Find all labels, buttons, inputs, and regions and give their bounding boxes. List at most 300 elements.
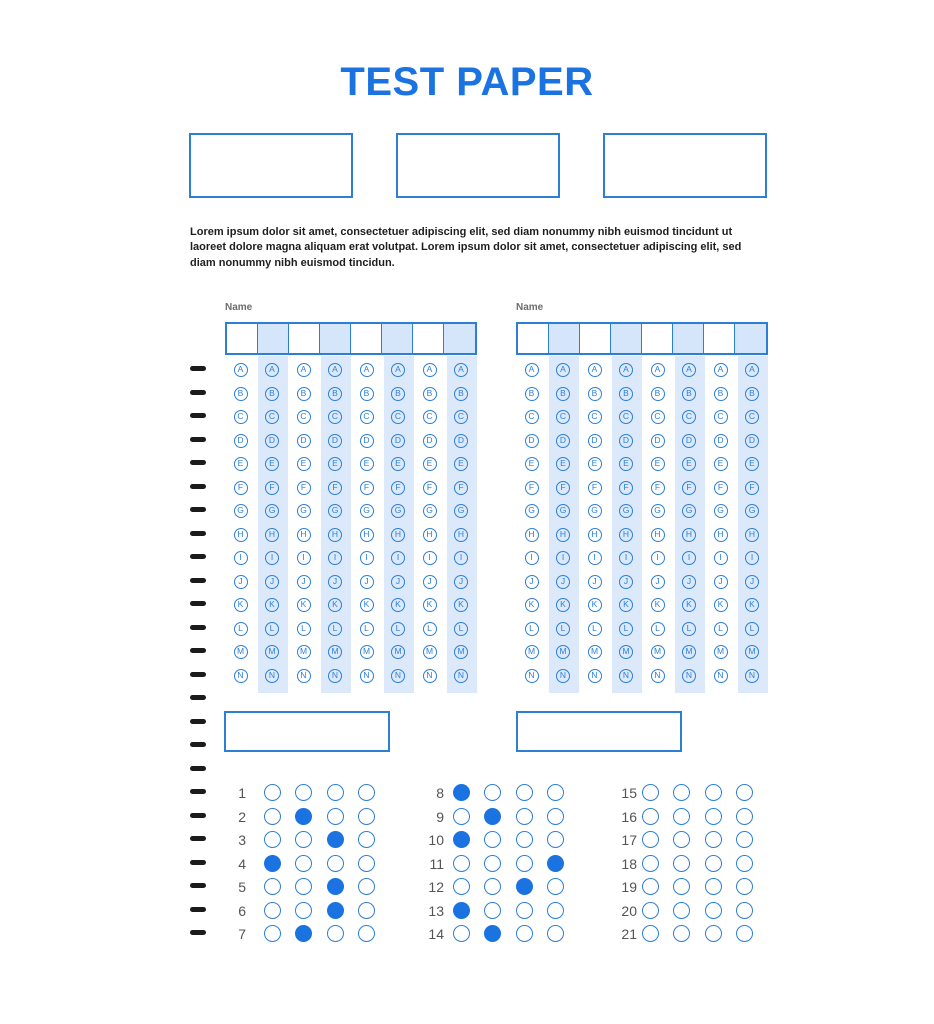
letter-bubble[interactable]: H — [265, 528, 279, 542]
letter-bubble[interactable]: K — [454, 598, 468, 612]
answer-bubble[interactable] — [736, 784, 753, 801]
answer-bubble[interactable] — [547, 902, 564, 919]
letter-bubble[interactable]: I — [682, 551, 696, 565]
answer-bubble[interactable] — [358, 831, 375, 848]
letter-bubble[interactable]: J — [423, 575, 437, 589]
answer-bubble-filled[interactable] — [484, 808, 501, 825]
header-field-2[interactable] — [396, 133, 560, 198]
letter-bubble[interactable]: H — [651, 528, 665, 542]
letter-bubble[interactable]: J — [454, 575, 468, 589]
letter-bubble[interactable]: J — [234, 575, 248, 589]
answer-bubble[interactable] — [516, 808, 533, 825]
letter-bubble[interactable]: F — [328, 481, 342, 495]
letter-bubble[interactable]: E — [391, 457, 405, 471]
answer-bubble[interactable] — [736, 925, 753, 942]
letter-bubble[interactable]: B — [360, 387, 374, 401]
letter-bubble[interactable]: H — [391, 528, 405, 542]
name-entry-cell[interactable] — [258, 324, 289, 353]
letter-bubble[interactable]: E — [297, 457, 311, 471]
letter-bubble[interactable]: N — [454, 669, 468, 683]
letter-bubble[interactable]: B — [423, 387, 437, 401]
letter-bubble[interactable]: F — [588, 481, 602, 495]
letter-bubble[interactable]: M — [588, 645, 602, 659]
letter-bubble[interactable]: C — [423, 410, 437, 424]
letter-bubble[interactable]: F — [297, 481, 311, 495]
answer-bubble[interactable] — [516, 925, 533, 942]
letter-bubble[interactable]: H — [297, 528, 311, 542]
letter-bubble[interactable]: B — [682, 387, 696, 401]
letter-bubble[interactable]: D — [651, 434, 665, 448]
letter-bubble[interactable]: H — [588, 528, 602, 542]
answer-bubble-filled[interactable] — [453, 902, 470, 919]
letter-bubble[interactable]: B — [234, 387, 248, 401]
letter-bubble[interactable]: J — [525, 575, 539, 589]
letter-bubble[interactable]: B — [454, 387, 468, 401]
letter-bubble[interactable]: L — [423, 622, 437, 636]
letter-bubble[interactable]: L — [556, 622, 570, 636]
letter-bubble[interactable]: M — [423, 645, 437, 659]
letter-bubble[interactable]: J — [297, 575, 311, 589]
answer-bubble[interactable] — [358, 808, 375, 825]
answer-bubble[interactable] — [673, 878, 690, 895]
letter-bubble[interactable]: H — [423, 528, 437, 542]
letter-bubble[interactable]: B — [651, 387, 665, 401]
answer-bubble[interactable] — [327, 784, 344, 801]
answer-bubble[interactable] — [484, 831, 501, 848]
letter-bubble[interactable]: K — [265, 598, 279, 612]
header-field-1[interactable] — [189, 133, 353, 198]
letter-bubble[interactable]: H — [745, 528, 759, 542]
letter-bubble[interactable]: E — [525, 457, 539, 471]
answer-bubble[interactable] — [642, 925, 659, 942]
letter-bubble[interactable]: N — [556, 669, 570, 683]
letter-bubble[interactable]: D — [556, 434, 570, 448]
letter-bubble[interactable]: L — [525, 622, 539, 636]
name-entry-cell[interactable] — [413, 324, 444, 353]
letter-bubble[interactable]: C — [556, 410, 570, 424]
answer-bubble[interactable] — [736, 831, 753, 848]
name-entry-cell[interactable] — [289, 324, 320, 353]
letter-bubble[interactable]: J — [619, 575, 633, 589]
letter-bubble[interactable]: I — [588, 551, 602, 565]
letter-bubble[interactable]: M — [745, 645, 759, 659]
answer-bubble[interactable] — [453, 878, 470, 895]
answer-bubble[interactable] — [358, 855, 375, 872]
letter-bubble[interactable]: K — [714, 598, 728, 612]
answer-bubble[interactable] — [358, 902, 375, 919]
letter-bubble[interactable]: K — [525, 598, 539, 612]
letter-bubble[interactable]: N — [234, 669, 248, 683]
letter-bubble[interactable]: L — [360, 622, 374, 636]
letter-bubble[interactable]: I — [391, 551, 405, 565]
letter-bubble[interactable]: G — [391, 504, 405, 518]
answer-bubble[interactable] — [642, 784, 659, 801]
letter-bubble[interactable]: J — [265, 575, 279, 589]
letter-bubble[interactable]: L — [682, 622, 696, 636]
letter-bubble[interactable]: K — [556, 598, 570, 612]
answer-bubble-filled[interactable] — [295, 808, 312, 825]
letter-bubble[interactable]: E — [745, 457, 759, 471]
letter-bubble[interactable]: F — [525, 481, 539, 495]
name-entry-boxes[interactable] — [516, 322, 768, 355]
name-entry-cell[interactable] — [518, 324, 549, 353]
letter-bubble[interactable]: E — [556, 457, 570, 471]
letter-bubble[interactable]: N — [651, 669, 665, 683]
letter-bubble[interactable]: E — [651, 457, 665, 471]
letter-bubble[interactable]: A — [234, 363, 248, 377]
answer-bubble[interactable] — [484, 878, 501, 895]
letter-bubble[interactable]: G — [714, 504, 728, 518]
answer-bubble-filled[interactable] — [295, 925, 312, 942]
letter-bubble[interactable]: A — [265, 363, 279, 377]
answer-bubble[interactable] — [295, 784, 312, 801]
letter-bubble[interactable]: I — [651, 551, 665, 565]
letter-bubble[interactable]: I — [454, 551, 468, 565]
answer-bubble[interactable] — [642, 878, 659, 895]
letter-bubble[interactable]: M — [391, 645, 405, 659]
answer-bubble[interactable] — [673, 808, 690, 825]
letter-bubble[interactable]: M — [297, 645, 311, 659]
letter-bubble[interactable]: N — [525, 669, 539, 683]
letter-bubble[interactable]: K — [745, 598, 759, 612]
letter-bubble[interactable]: G — [588, 504, 602, 518]
letter-bubble[interactable]: J — [360, 575, 374, 589]
answer-bubble[interactable] — [705, 784, 722, 801]
name-entry-cell[interactable] — [673, 324, 704, 353]
letter-bubble[interactable]: C — [391, 410, 405, 424]
letter-bubble[interactable]: H — [328, 528, 342, 542]
answer-bubble-filled[interactable] — [327, 878, 344, 895]
answer-bubble[interactable] — [264, 878, 281, 895]
answer-bubble[interactable] — [547, 925, 564, 942]
letter-bubble[interactable]: C — [745, 410, 759, 424]
letter-bubble[interactable]: K — [391, 598, 405, 612]
letter-bubble[interactable]: A — [423, 363, 437, 377]
answer-bubble[interactable] — [358, 878, 375, 895]
letter-bubble[interactable]: E — [714, 457, 728, 471]
letter-bubble[interactable]: G — [423, 504, 437, 518]
letter-bubble[interactable]: E — [682, 457, 696, 471]
answer-bubble[interactable] — [642, 855, 659, 872]
letter-bubble[interactable]: I — [328, 551, 342, 565]
answer-bubble[interactable] — [705, 855, 722, 872]
letter-bubble[interactable]: E — [454, 457, 468, 471]
name-entry-cell[interactable] — [320, 324, 351, 353]
letter-bubble[interactable]: J — [391, 575, 405, 589]
letter-bubble[interactable]: B — [391, 387, 405, 401]
letter-bubble[interactable]: N — [714, 669, 728, 683]
answer-bubble-filled[interactable] — [327, 831, 344, 848]
name-entry-boxes[interactable] — [225, 322, 477, 355]
letter-bubble[interactable]: A — [651, 363, 665, 377]
letter-bubble[interactable]: J — [714, 575, 728, 589]
letter-bubble[interactable]: J — [328, 575, 342, 589]
letter-bubble[interactable]: K — [234, 598, 248, 612]
score-box-right[interactable] — [516, 711, 682, 752]
letter-bubble[interactable]: L — [714, 622, 728, 636]
letter-bubble[interactable]: L — [651, 622, 665, 636]
answer-bubble[interactable] — [705, 925, 722, 942]
letter-bubble[interactable]: D — [234, 434, 248, 448]
answer-bubble[interactable] — [453, 855, 470, 872]
letter-bubble[interactable]: B — [297, 387, 311, 401]
letter-bubble[interactable]: H — [454, 528, 468, 542]
letter-bubble[interactable]: L — [328, 622, 342, 636]
letter-bubble[interactable]: N — [297, 669, 311, 683]
answer-bubble[interactable] — [673, 831, 690, 848]
letter-bubble[interactable]: I — [297, 551, 311, 565]
letter-bubble[interactable]: E — [588, 457, 602, 471]
letter-bubble[interactable]: H — [525, 528, 539, 542]
letter-bubble[interactable]: B — [525, 387, 539, 401]
letter-bubble[interactable]: N — [265, 669, 279, 683]
letter-bubble[interactable]: E — [234, 457, 248, 471]
letter-bubble[interactable]: J — [651, 575, 665, 589]
letter-bubble[interactable]: E — [423, 457, 437, 471]
letter-bubble[interactable]: C — [682, 410, 696, 424]
letter-bubble[interactable]: C — [328, 410, 342, 424]
answer-bubble[interactable] — [264, 831, 281, 848]
answer-bubble[interactable] — [453, 925, 470, 942]
letter-bubble[interactable]: B — [265, 387, 279, 401]
score-box-left[interactable] — [224, 711, 390, 752]
letter-bubble[interactable]: B — [745, 387, 759, 401]
letter-bubble[interactable]: G — [619, 504, 633, 518]
letter-bubble[interactable]: F — [619, 481, 633, 495]
letter-bubble[interactable]: N — [619, 669, 633, 683]
letter-bubble[interactable]: C — [619, 410, 633, 424]
answer-bubble-filled[interactable] — [327, 902, 344, 919]
letter-bubble[interactable]: M — [360, 645, 374, 659]
letter-bubble[interactable]: D — [391, 434, 405, 448]
answer-bubble[interactable] — [264, 784, 281, 801]
letter-bubble[interactable]: F — [682, 481, 696, 495]
answer-bubble-filled[interactable] — [453, 831, 470, 848]
answer-bubble[interactable] — [327, 925, 344, 942]
letter-bubble[interactable]: B — [714, 387, 728, 401]
answer-bubble[interactable] — [705, 808, 722, 825]
letter-bubble[interactable]: G — [265, 504, 279, 518]
answer-bubble[interactable] — [736, 855, 753, 872]
letter-bubble[interactable]: L — [588, 622, 602, 636]
letter-bubble[interactable]: D — [714, 434, 728, 448]
letter-bubble[interactable]: F — [745, 481, 759, 495]
letter-bubble[interactable]: I — [423, 551, 437, 565]
answer-bubble-filled[interactable] — [453, 784, 470, 801]
name-entry-cell[interactable] — [351, 324, 382, 353]
letter-bubble[interactable]: N — [745, 669, 759, 683]
answer-bubble-filled[interactable] — [516, 878, 533, 895]
letter-bubble[interactable]: F — [265, 481, 279, 495]
answer-bubble[interactable] — [547, 831, 564, 848]
letter-bubble[interactable]: F — [391, 481, 405, 495]
answer-bubble-filled[interactable] — [547, 855, 564, 872]
letter-bubble[interactable]: F — [714, 481, 728, 495]
letter-bubble[interactable]: A — [556, 363, 570, 377]
letter-bubble[interactable]: D — [423, 434, 437, 448]
letter-bubble[interactable]: D — [328, 434, 342, 448]
letter-bubble[interactable]: A — [360, 363, 374, 377]
answer-bubble[interactable] — [736, 808, 753, 825]
name-entry-cell[interactable] — [580, 324, 611, 353]
letter-bubble[interactable]: C — [651, 410, 665, 424]
letter-bubble[interactable]: L — [391, 622, 405, 636]
letter-bubble[interactable]: H — [234, 528, 248, 542]
letter-bubble[interactable]: D — [297, 434, 311, 448]
letter-bubble[interactable]: K — [360, 598, 374, 612]
letter-bubble[interactable]: H — [619, 528, 633, 542]
answer-bubble[interactable] — [547, 878, 564, 895]
answer-bubble[interactable] — [295, 878, 312, 895]
letter-bubble[interactable]: K — [588, 598, 602, 612]
letter-bubble[interactable]: M — [328, 645, 342, 659]
answer-bubble[interactable] — [453, 808, 470, 825]
letter-bubble[interactable]: A — [619, 363, 633, 377]
letter-bubble[interactable]: M — [619, 645, 633, 659]
letter-bubble[interactable]: G — [745, 504, 759, 518]
letter-bubble[interactable]: A — [391, 363, 405, 377]
letter-bubble[interactable]: J — [745, 575, 759, 589]
answer-bubble[interactable] — [516, 831, 533, 848]
letter-bubble[interactable]: A — [525, 363, 539, 377]
answer-bubble-filled[interactable] — [484, 925, 501, 942]
answer-bubble[interactable] — [264, 808, 281, 825]
letter-bubble[interactable]: I — [525, 551, 539, 565]
letter-bubble[interactable]: K — [297, 598, 311, 612]
letter-bubble[interactable]: K — [423, 598, 437, 612]
letter-bubble[interactable]: E — [328, 457, 342, 471]
answer-bubble[interactable] — [484, 784, 501, 801]
letter-bubble[interactable]: G — [360, 504, 374, 518]
letter-bubble[interactable]: M — [682, 645, 696, 659]
letter-bubble[interactable]: M — [265, 645, 279, 659]
letter-bubble[interactable]: N — [588, 669, 602, 683]
letter-bubble[interactable]: A — [745, 363, 759, 377]
answer-bubble-filled[interactable] — [264, 855, 281, 872]
letter-bubble[interactable]: G — [234, 504, 248, 518]
letter-bubble[interactable]: F — [454, 481, 468, 495]
letter-bubble[interactable]: F — [651, 481, 665, 495]
letter-bubble[interactable]: E — [619, 457, 633, 471]
letter-bubble[interactable]: F — [423, 481, 437, 495]
letter-bubble[interactable]: I — [714, 551, 728, 565]
letter-bubble[interactable]: B — [588, 387, 602, 401]
letter-bubble[interactable]: J — [682, 575, 696, 589]
letter-bubble[interactable]: G — [297, 504, 311, 518]
letter-bubble[interactable]: C — [360, 410, 374, 424]
letter-bubble[interactable]: B — [619, 387, 633, 401]
answer-bubble[interactable] — [642, 902, 659, 919]
letter-bubble[interactable]: D — [265, 434, 279, 448]
answer-bubble[interactable] — [295, 902, 312, 919]
letter-bubble[interactable]: I — [234, 551, 248, 565]
letter-bubble[interactable]: K — [328, 598, 342, 612]
letter-bubble[interactable]: G — [454, 504, 468, 518]
letter-bubble[interactable]: C — [454, 410, 468, 424]
name-entry-cell[interactable] — [704, 324, 735, 353]
answer-bubble[interactable] — [295, 855, 312, 872]
letter-bubble[interactable]: G — [525, 504, 539, 518]
letter-bubble[interactable]: H — [682, 528, 696, 542]
letter-bubble[interactable]: C — [714, 410, 728, 424]
letter-bubble[interactable]: K — [682, 598, 696, 612]
letter-bubble[interactable]: I — [556, 551, 570, 565]
letter-bubble[interactable]: L — [745, 622, 759, 636]
name-entry-cell[interactable] — [444, 324, 475, 353]
letter-bubble[interactable]: H — [360, 528, 374, 542]
letter-bubble[interactable]: I — [619, 551, 633, 565]
letter-bubble[interactable]: L — [234, 622, 248, 636]
name-entry-cell[interactable] — [642, 324, 673, 353]
letter-bubble[interactable]: D — [360, 434, 374, 448]
letter-bubble[interactable]: A — [588, 363, 602, 377]
answer-bubble[interactable] — [358, 784, 375, 801]
letter-bubble[interactable]: C — [525, 410, 539, 424]
name-entry-cell[interactable] — [227, 324, 258, 353]
letter-bubble[interactable]: F — [234, 481, 248, 495]
letter-bubble[interactable]: F — [556, 481, 570, 495]
letter-bubble[interactable]: M — [454, 645, 468, 659]
answer-bubble[interactable] — [327, 808, 344, 825]
answer-bubble[interactable] — [705, 902, 722, 919]
name-entry-cell[interactable] — [735, 324, 766, 353]
answer-bubble[interactable] — [673, 902, 690, 919]
letter-bubble[interactable]: M — [714, 645, 728, 659]
letter-bubble[interactable]: L — [619, 622, 633, 636]
letter-bubble[interactable]: G — [651, 504, 665, 518]
letter-bubble[interactable]: N — [328, 669, 342, 683]
letter-bubble[interactable]: H — [714, 528, 728, 542]
answer-bubble[interactable] — [705, 831, 722, 848]
letter-bubble[interactable]: C — [234, 410, 248, 424]
answer-bubble[interactable] — [736, 902, 753, 919]
answer-bubble[interactable] — [642, 808, 659, 825]
answer-bubble[interactable] — [358, 925, 375, 942]
name-entry-cell[interactable] — [549, 324, 580, 353]
letter-bubble[interactable]: E — [265, 457, 279, 471]
letter-bubble[interactable]: J — [588, 575, 602, 589]
answer-bubble[interactable] — [547, 784, 564, 801]
letter-bubble[interactable]: K — [651, 598, 665, 612]
answer-bubble[interactable] — [295, 831, 312, 848]
letter-bubble[interactable]: K — [619, 598, 633, 612]
letter-bubble[interactable]: C — [265, 410, 279, 424]
answer-bubble[interactable] — [705, 878, 722, 895]
name-entry-cell[interactable] — [382, 324, 413, 353]
letter-bubble[interactable]: E — [360, 457, 374, 471]
letter-bubble[interactable]: G — [682, 504, 696, 518]
letter-bubble[interactable]: G — [328, 504, 342, 518]
letter-bubble[interactable]: D — [454, 434, 468, 448]
answer-bubble[interactable] — [264, 925, 281, 942]
letter-bubble[interactable]: A — [682, 363, 696, 377]
letter-bubble[interactable]: N — [682, 669, 696, 683]
letter-bubble[interactable]: N — [423, 669, 437, 683]
letter-bubble[interactable]: L — [454, 622, 468, 636]
letter-bubble[interactable]: J — [556, 575, 570, 589]
letter-bubble[interactable]: C — [588, 410, 602, 424]
letter-bubble[interactable]: D — [525, 434, 539, 448]
letter-bubble[interactable]: A — [328, 363, 342, 377]
letter-bubble[interactable]: B — [556, 387, 570, 401]
answer-bubble[interactable] — [484, 902, 501, 919]
letter-bubble[interactable]: M — [651, 645, 665, 659]
answer-bubble[interactable] — [673, 925, 690, 942]
answer-bubble[interactable] — [736, 878, 753, 895]
letter-bubble[interactable]: I — [265, 551, 279, 565]
letter-bubble[interactable]: D — [588, 434, 602, 448]
letter-bubble[interactable]: M — [525, 645, 539, 659]
